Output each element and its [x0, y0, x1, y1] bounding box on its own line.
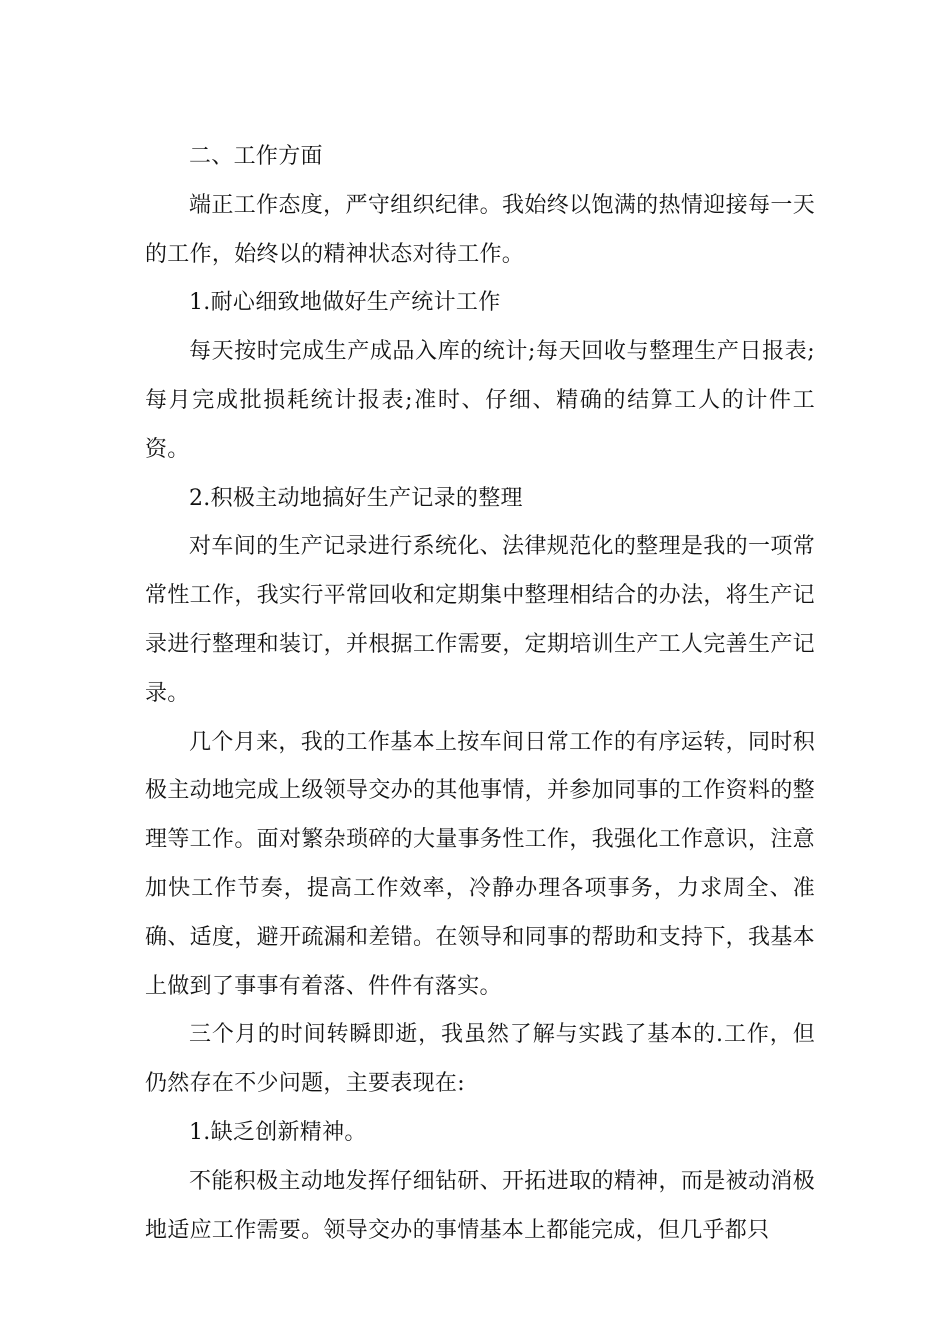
- section-heading: 二、工作方面: [189, 144, 323, 169]
- paragraph: 端正工作态度，严守组织纪律。我始终以饱满的热情迎接每一天的工作，始终以的精神状态对待工作。: [145, 192, 815, 267]
- paragraph: 对车间的生产记录进行系统化、法律规范化的整理是我的一项常常性工作，我实行平常回收和定期集中整理相结合的办法，将生产记录进行整理和装订，并根据工作需要，定期培训生产工人完善生产记录。: [145, 534, 815, 706]
- subheading: 1.缺乏创新精神。: [189, 1119, 367, 1145]
- paragraph: 每天按时完成生产成品入库的统计;每天回收与整理生产日报表;每月完成批损耗统计报表;准时、仔细、精确的结算工人的计件工资。: [145, 339, 815, 462]
- paragraph: 几个月来，我的工作基本上按车间日常工作的有序运转，同时积极主动地完成上级领导交办的其他事情，并参加同事的工作资料的整理等工作。面对繁杂琐碎的大量事务性工作，我强化工作意识，注意加快工作节奏，提高工作效率，冷静办理各项事务，力求周全、准确、适度，避开疏漏和差错。在领导和同事的帮助和支持下，我基本上做到了事事有着落、件件有落实。: [145, 729, 815, 999]
- subheading: 1.耐心细致地做好生产统计工作: [189, 290, 501, 316]
- subheading: 2.积极主动地搞好生产记录的整理: [189, 485, 523, 511]
- paragraph: 三个月的时间转瞬即逝，我虽然了解与实践了基本的.工作，但仍然存在不少问题，主要表现在:: [145, 1022, 815, 1097]
- paragraph: 不能积极主动地发挥仔细钻研、开拓进取的精神，而是被动消极地适应工作需要。领导交办的事情基本上都能完成，但几乎都只: [145, 1168, 815, 1243]
- document-body: [145, 133, 815, 1255]
